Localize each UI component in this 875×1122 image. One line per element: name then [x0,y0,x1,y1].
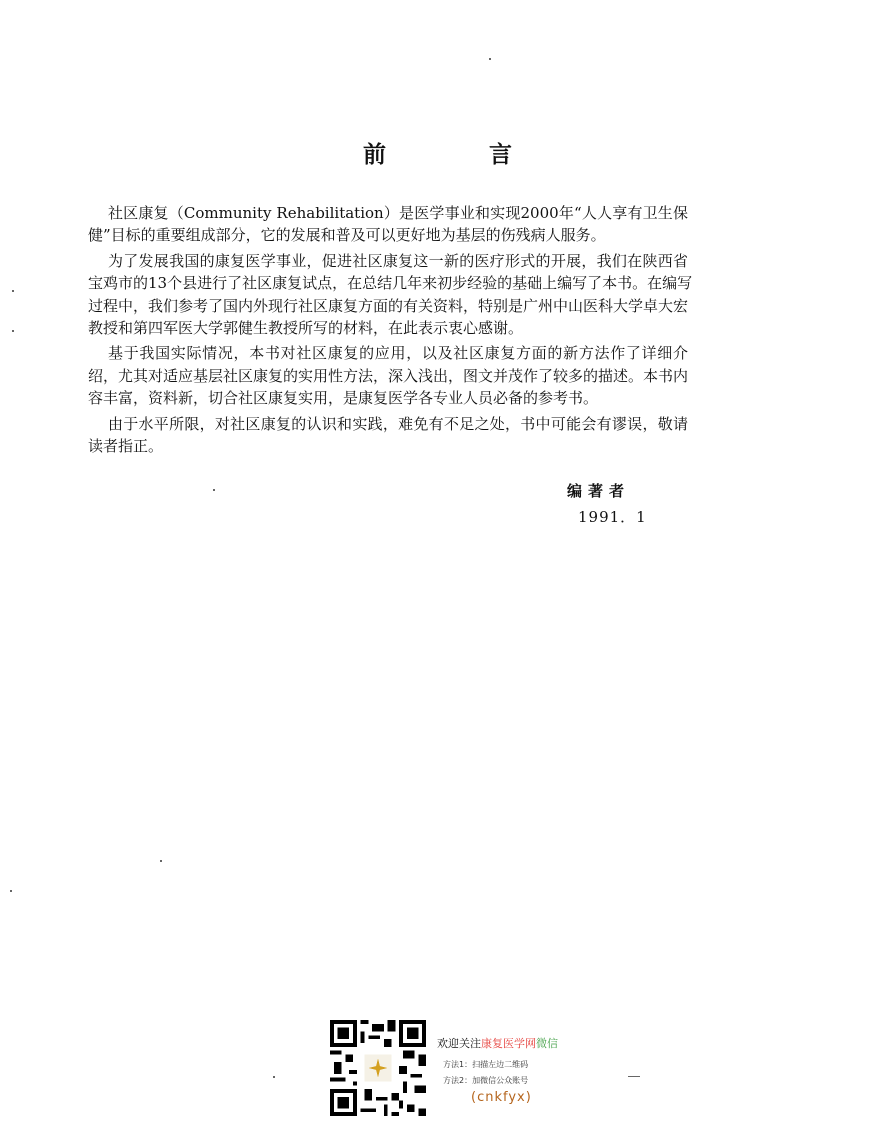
scan-speck [213,489,215,491]
scan-speck [160,860,162,862]
qr-code-icon [330,1020,426,1116]
promo-account: (cnkfyx) [471,1090,532,1105]
text-line: 教授和第四军医大学郭健生教授所写的材料，在此表示衷心感谢。 [88,318,524,337]
paragraph [88,413,688,458]
paragraph [88,250,693,340]
author-signature: 编著者 [567,482,631,500]
promo-suffix: 微信 [536,1037,558,1050]
text-line: 基于我国实际情况，本书对社区康复的应用，以及社区康复方面的新方法作了详细介 [108,344,688,363]
text-line: 健”目标的重要组成部分，它的发展和普及可以更好地为基层的伤残病人服务。 [88,226,606,245]
promo-prefix: 欢迎关注 [437,1037,481,1050]
date: 1991．1 [578,508,647,526]
scan-speck [10,890,12,892]
text-line: 过程中，我们参考了国内外现行社区康复方面的有关资料，特别是广州中山医科大学卓大宏 [88,296,689,315]
text-line: 社区康复（Community Rehabilitation）是医学事业和实现2000年“人人享有卫生保 [108,204,688,222]
page-title: 前 言 [363,141,552,168]
text-line: 宝鸡市的13个县进行了社区康复试点，在总结几年来初步经验的基础上编写了本书。在编写 [88,274,693,293]
paragraph [88,342,688,409]
preface-body [88,202,693,457]
promo-method-2: 方法2：加微信公众账号 [443,1076,529,1085]
scan-speck [12,330,14,332]
text-line: 容丰富，资料新，切合社区康复实用，是康复医学各专业人员必备的参考书。 [88,389,599,408]
promo-heading [437,1035,558,1051]
scan-speck [273,1076,275,1078]
text-line: 由于水平所限，对社区康复的认识和实践，难免有不足之处，书中可能会有谬误，敬请 [108,414,688,433]
scan-speck [628,1076,640,1077]
wechat-promo [437,1035,558,1105]
paragraph [88,202,688,247]
promo-method-1: 方法1：扫描左边二维码 [443,1060,529,1069]
text-line: 绍，尤其对适应基层社区康复的实用性方法，深入浅出，图文并茂作了较多的描述。本书内 [88,366,689,385]
scan-speck [489,58,491,60]
promo-brand: 康复医学网 [481,1037,536,1050]
scan-speck [12,290,14,292]
text-line: 读者指正。 [88,436,164,455]
text-line: 为了发展我国的康复医学事业，促进社区康复这一新的医疗形式的开展，我们在陕西省 [108,251,688,270]
